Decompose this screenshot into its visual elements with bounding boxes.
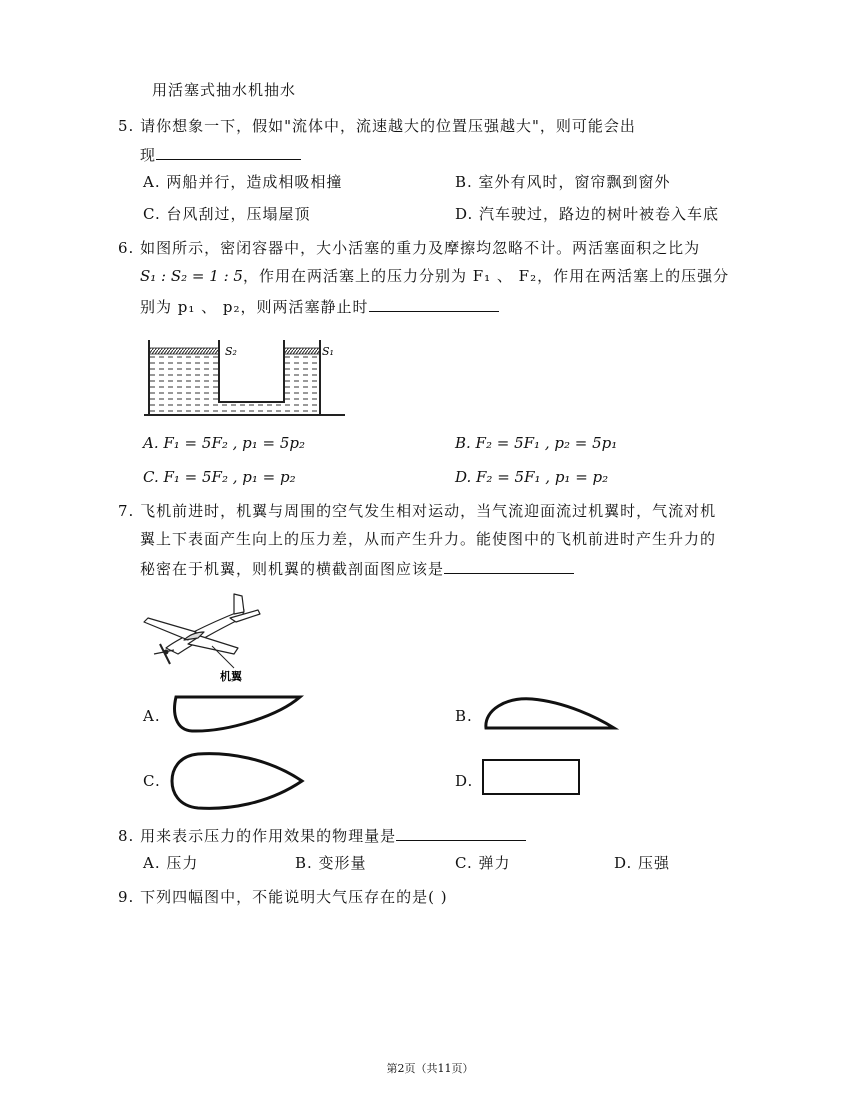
- q5-option-a[interactable]: A. 两船并行，造成相吸相撞: [143, 173, 343, 191]
- q8-option-c[interactable]: C. 弹力: [455, 854, 511, 872]
- airfoil-a-icon[interactable]: [168, 692, 308, 738]
- q5-stem-line2: 现: [140, 144, 301, 165]
- q6-label-s1: S₁: [322, 345, 334, 358]
- q5-option-d[interactable]: D. 汽车驶过，路边的树叶被卷入车底: [455, 205, 720, 223]
- q5-stem-line1: 5. 请你想象一下，假如"流体中，流速越大的位置压强越大"，则可能会出: [118, 117, 636, 135]
- q6-answer-blank[interactable]: [369, 296, 499, 312]
- intro-line: 用活塞式抽水机抽水: [152, 81, 297, 99]
- q6-option-b[interactable]: B. F₂ = 5F₁ , p₂ = 5p₁: [455, 434, 618, 452]
- q6-stem-line3: 别为 p₁ 、 p₂，则两活塞静止时: [140, 296, 499, 317]
- q5-answer-blank[interactable]: [156, 144, 301, 160]
- q9-stem: 9. 下列四幅图中，不能说明大气压存在的是( ): [118, 888, 448, 906]
- q6-option-c[interactable]: C. F₁ = 5F₂ , p₁ = p₂: [143, 468, 296, 486]
- q7-stem-line3: 秘密在于机翼，则机翼的横截剖面图应该是: [140, 558, 574, 579]
- page-footer: 第2页（共11页）: [386, 1062, 474, 1075]
- q6-option-d[interactable]: D. F₂ = 5F₁ , p₁ = p₂: [455, 468, 609, 486]
- q7-option-c[interactable]: C.: [143, 772, 161, 790]
- airfoil-b-icon[interactable]: [480, 692, 620, 738]
- q7-stem-line2: 翼上下表面产生向上的压力差，从而产生升力。能使图中的飞机前进时产生升力的: [140, 530, 717, 548]
- q7-option-a[interactable]: A.: [143, 707, 161, 725]
- q6-stem-line2: S₁ : S₂ = 1 : 5，作用在两活塞上的压力分别为 F₁ 、 F₂，作用在两活塞上的压强分: [140, 267, 730, 285]
- airfoil-c-icon[interactable]: [168, 750, 308, 812]
- airplane-figure: [138, 588, 268, 683]
- q7-option-d[interactable]: D.: [455, 772, 474, 790]
- q6-ratio: S₁ : S₂ = 1 : 5: [140, 267, 243, 285]
- q8-stem: 8. 用来表示压力的作用效果的物理量是: [118, 825, 526, 846]
- q7-option-b[interactable]: B.: [455, 707, 473, 725]
- airfoil-d-icon[interactable]: [480, 757, 582, 797]
- q8-option-a[interactable]: A. 压力: [143, 854, 199, 872]
- q8-option-b[interactable]: B. 变形量: [295, 854, 367, 872]
- q8-answer-blank[interactable]: [396, 825, 526, 841]
- q6-stem-line1: 6. 如图所示，密闭容器中，大小活塞的重力及摩擦均忽略不计。两活塞面积之比为: [118, 239, 701, 257]
- q6-container-figure: [140, 330, 350, 420]
- q8-option-d[interactable]: D. 压强: [614, 854, 671, 872]
- q7-answer-blank[interactable]: [444, 558, 574, 574]
- q7-stem-line1: 7. 飞机前进时，机翼与周围的空气发生相对运动，当气流迎面流过机翼时，气流对机: [118, 502, 717, 520]
- q5-option-b[interactable]: B. 室外有风时，窗帘飘到窗外: [455, 173, 671, 191]
- q6-option-a[interactable]: A. F₁ = 5F₂ , p₁ = 5p₂: [143, 434, 306, 452]
- wing-label: 机翼: [220, 670, 242, 683]
- q6-label-s2: S₂: [225, 345, 237, 358]
- q5-option-c[interactable]: C. 台风刮过，压塌屋顶: [143, 205, 311, 223]
